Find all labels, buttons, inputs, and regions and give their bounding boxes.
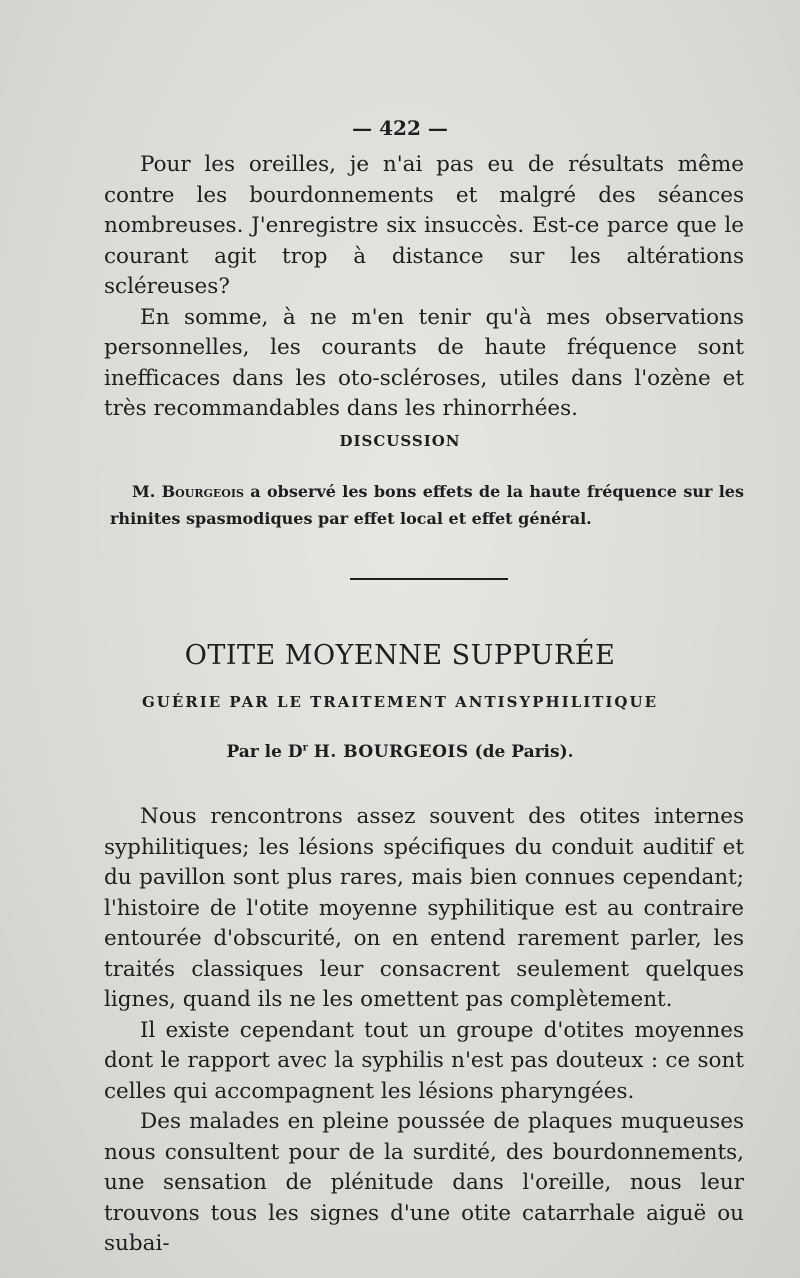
discussion-body: a observé les bons effets de la haute fréquence sur les rhinites spasmodiques par effet local et effet général. — [110, 482, 744, 528]
paragraph-ears: Pour les oreilles, je n'ai pas eu de résultats même contre les bourdonnements et malgré des séances nombreuses. J'enregistre six insuccès. Est-ce parce que le courant agit trop à distance sur les altérations scléreuses? — [104, 152, 744, 299]
paragraph-patients: Des malades en pleine poussée de plaques muqueuses nous consultent pour de la surdité, des bourdonnements, une sensation de plénitude dans l'oreille, nous leur trouvons tous les signes d'une otite catarrhale aiguë ou subai- — [104, 1109, 744, 1256]
article-title: OTITE MOYENNE SUPPURÉE — [184, 640, 616, 671]
top-text-block — [104, 150, 744, 425]
paragraph-summary: En somme, à ne m'en tenir qu'à mes observations personnelles, les courants de haute fréquence sont inefficaces dans les oto-scléroses, utiles dans l'ozène et très recommandables dans les rhinorrhées. — [104, 304, 744, 421]
paragraph-group: Il existe cependant tout un groupe d'otites moyennes dont le rapport avec la syphilis n'est pas douteux : ce sont celles qui accompagnent les lésions pharyngées. — [104, 1017, 744, 1104]
discussion-speaker: M. Bourgeois — [132, 482, 244, 501]
article-subtitle: GUÉRIE PAR LE TRAITEMENT ANTISYPHILITIQUE — [141, 693, 659, 711]
byline-sup: r — [302, 742, 308, 754]
article-byline — [0, 742, 800, 762]
page-number: — 422 — — [352, 116, 448, 140]
byline-suffix: (de Paris). — [474, 742, 574, 762]
byline-author: H. BOURGEOIS — [313, 742, 469, 762]
discussion-heading: DISCUSSION — [339, 432, 461, 450]
article-text-block — [104, 802, 744, 1260]
byline-prefix: Par le D — [226, 742, 303, 762]
paragraph-intro: Nous rencontrons assez souvent des otites internes syphilitiques; les lésions spécifiques du conduit auditif et du pavillon sont plus rares, mais bien connues cependant; l'histoire de l'otite moyenne syphilitique est au contraire entourée d'obscurité, on en entend rarement parler, les traités classiques leur consacrent seulement quelques lignes, quand ils ne les omettent pas complètement. — [104, 804, 744, 1012]
section-divider — [350, 578, 508, 580]
discussion-text — [110, 478, 744, 532]
